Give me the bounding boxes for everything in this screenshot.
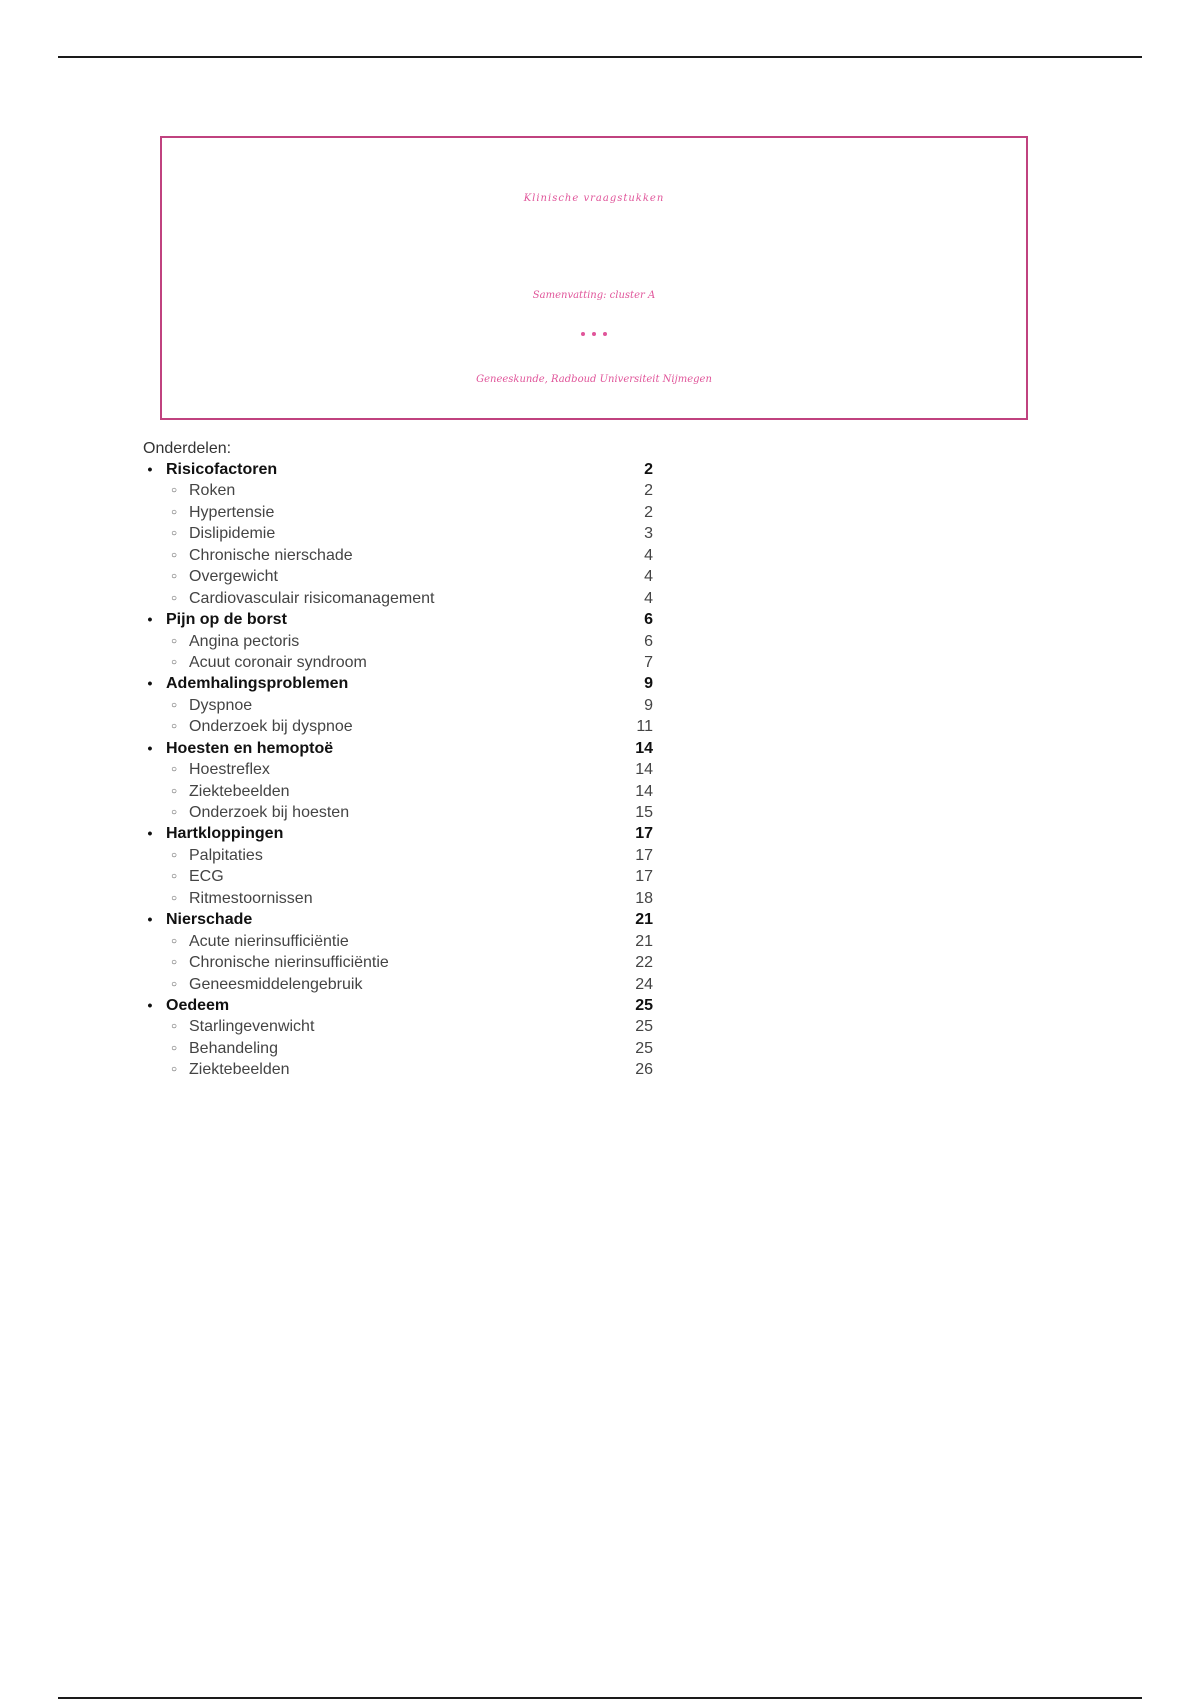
- toc-entry-label: Oedeem: [166, 996, 230, 1014]
- toc-entry-label: Ziektebeelden: [189, 1061, 290, 1079]
- toc-section: [143, 995, 683, 1016]
- bullet-icon: •: [147, 611, 153, 628]
- toc-entry-label: Onderzoek bij hoesten: [189, 804, 350, 821]
- table-of-contents: [143, 438, 683, 1081]
- toc-entry-label: Ritmestoornissen: [189, 889, 313, 907]
- toc-entry-label: Geneesmiddelengebruik: [189, 975, 363, 993]
- toc-subsection: [143, 1038, 683, 1059]
- toc-entry-label: Overgewicht: [189, 568, 278, 586]
- toc-subsection: [143, 480, 683, 501]
- bullet-icon: •: [147, 825, 153, 842]
- toc-subsection: [143, 1059, 683, 1080]
- toc-subsection: [143, 952, 683, 973]
- toc-section: [143, 609, 683, 630]
- toc-page-number: 25: [635, 996, 653, 1014]
- circle-bullet-icon: ○: [170, 764, 178, 776]
- toc-entry-label: Dislipidemie: [189, 525, 276, 543]
- toc-section: [143, 459, 683, 480]
- circle-bullet-icon: ○: [170, 549, 178, 561]
- toc-page-number: 26: [635, 1061, 653, 1079]
- toc-entry-label: Hoestreflex: [189, 761, 270, 779]
- toc-page-number: 3: [644, 525, 653, 543]
- toc-entry-label: Onderzoek bij dyspnoe: [189, 718, 353, 736]
- toc-entry-label: Chronische nierinsufficiëntie: [189, 954, 389, 972]
- toc-list: [143, 459, 683, 1081]
- toc-entry-label: Acuut coronair syndroom: [189, 653, 367, 671]
- circle-bullet-icon: ○: [170, 807, 178, 818]
- toc-page-number: 4: [644, 546, 653, 564]
- toc-entry-label: Palpitaties: [189, 846, 263, 864]
- circle-bullet-icon: ○: [170, 528, 178, 540]
- toc-subsection: [143, 631, 683, 652]
- toc-subsection: [143, 759, 683, 780]
- circle-bullet-icon: ○: [170, 635, 178, 647]
- toc-subsection: [143, 845, 683, 866]
- toc-page-number: 25: [635, 1039, 653, 1057]
- toc-entry-label: Pijn op de borst: [166, 611, 287, 629]
- circle-bullet-icon: ○: [170, 592, 178, 604]
- toc-page-number: 9: [644, 675, 653, 693]
- toc-page-number: 25: [635, 1018, 653, 1036]
- toc-page-number: 22: [635, 954, 653, 972]
- toc-section: [143, 738, 683, 759]
- document-title: Klinische vraagstukken: [523, 193, 665, 204]
- toc-page-number: 9: [644, 696, 653, 714]
- circle-bullet-icon: ○: [170, 892, 178, 904]
- toc-page-number: 14: [635, 761, 653, 779]
- toc-page-number: 6: [644, 632, 653, 650]
- circle-bullet-icon: ○: [170, 957, 178, 969]
- circle-bullet-icon: ○: [170, 871, 178, 883]
- toc-page-number: 17: [635, 846, 653, 864]
- header-rule: [58, 56, 1142, 58]
- toc-subsection: [143, 931, 683, 952]
- toc-entry-label: Acute nierinsufficiëntie: [189, 932, 349, 950]
- toc-page-number: 4: [644, 568, 653, 586]
- toc-page-number: 15: [635, 804, 653, 821]
- toc-heading: Onderdelen:: [143, 440, 232, 457]
- toc-entry-label: Behandeling: [189, 1039, 278, 1057]
- toc-subsection: [143, 974, 683, 995]
- toc-entry-label: Roken: [189, 482, 236, 500]
- toc-subsection: [143, 802, 683, 823]
- document-subtitle: Samenvatting: cluster A: [532, 290, 656, 301]
- toc-page-number: 24: [635, 975, 653, 993]
- bullet-icon: •: [147, 675, 153, 692]
- toc-page-number: 18: [635, 889, 653, 907]
- toc-subsection: [143, 716, 683, 737]
- circle-bullet-icon: ○: [170, 1064, 178, 1076]
- bullet-icon: •: [147, 739, 153, 756]
- toc-subsection: [143, 566, 683, 587]
- toc-section: [143, 823, 683, 844]
- circle-bullet-icon: ○: [170, 935, 178, 947]
- toc-page-number: 2: [644, 461, 653, 478]
- circle-bullet-icon: ○: [170, 656, 178, 668]
- toc-subsection: [143, 888, 683, 909]
- ornament-dot: [581, 332, 585, 336]
- toc-entry-label: Hypertensie: [189, 503, 275, 521]
- bullet-icon: •: [147, 996, 153, 1013]
- toc-subsection: [143, 781, 683, 802]
- toc-entry-label: Angina pectoris: [189, 632, 300, 650]
- toc-subsection: [143, 1016, 683, 1037]
- toc-page-number: 17: [635, 868, 653, 886]
- toc-subsection: [143, 652, 683, 673]
- circle-bullet-icon: ○: [170, 785, 178, 797]
- toc-subsection: [143, 866, 683, 887]
- circle-bullet-icon: ○: [170, 571, 178, 583]
- ornament-dot: [603, 332, 607, 336]
- toc-page-number: 14: [635, 739, 653, 757]
- toc-page-number: 21: [635, 932, 653, 950]
- circle-bullet-icon: ○: [170, 1042, 178, 1054]
- toc-entry-label: ECG: [189, 868, 224, 886]
- toc-page-number: 17: [635, 825, 653, 843]
- toc-page-number: 2: [644, 482, 653, 500]
- toc-entry-label: Nierschade: [166, 911, 253, 929]
- toc-page-number: 21: [635, 911, 653, 929]
- toc-entry-label: Hoesten en hemoptoë: [166, 739, 334, 757]
- toc-entry-label: Ziektebeelden: [189, 782, 290, 800]
- toc-page-number: 6: [644, 611, 653, 629]
- toc-page-number: 14: [635, 782, 653, 800]
- title-banner: [160, 136, 1028, 420]
- toc-entry-label: Starlingevenwicht: [189, 1018, 315, 1036]
- circle-bullet-icon: ○: [170, 485, 178, 497]
- circle-bullet-icon: ○: [170, 978, 178, 990]
- toc-page-number: 4: [644, 589, 653, 607]
- toc-page-number: 2: [644, 503, 653, 521]
- toc-section: [143, 673, 683, 694]
- circle-bullet-icon: ○: [170, 721, 178, 733]
- toc-subsection: [143, 502, 683, 523]
- toc-subsection: [143, 523, 683, 544]
- circle-bullet-icon: ○: [170, 506, 178, 518]
- toc-page-number: 7: [644, 653, 653, 671]
- toc-entry-label: Dyspnoe: [189, 696, 253, 714]
- toc-entry-label: Cardiovasculair risicomanagement: [189, 589, 435, 607]
- toc-subsection: [143, 588, 683, 609]
- bullet-icon: •: [147, 461, 153, 477]
- circle-bullet-icon: ○: [170, 849, 178, 861]
- footer-rule: [58, 1697, 1142, 1699]
- circle-bullet-icon: ○: [170, 1021, 178, 1033]
- toc-entry-label: Risicofactoren: [166, 461, 278, 478]
- document-byline: Geneeskunde, Radboud Universiteit Nijmegen: [476, 374, 712, 385]
- ornament-dot: [592, 332, 596, 336]
- toc-entry-label: Hartkloppingen: [166, 825, 284, 843]
- bullet-icon: •: [147, 911, 153, 928]
- toc-entry-label: Chronische nierschade: [189, 546, 353, 564]
- toc-entry-label: Ademhalingsproblemen: [166, 675, 349, 693]
- toc-subsection: [143, 695, 683, 716]
- ornament-dots: [162, 332, 1026, 346]
- toc-section: [143, 909, 683, 930]
- toc-page-number: 11: [636, 718, 653, 736]
- circle-bullet-icon: ○: [170, 699, 178, 711]
- toc-subsection: [143, 545, 683, 566]
